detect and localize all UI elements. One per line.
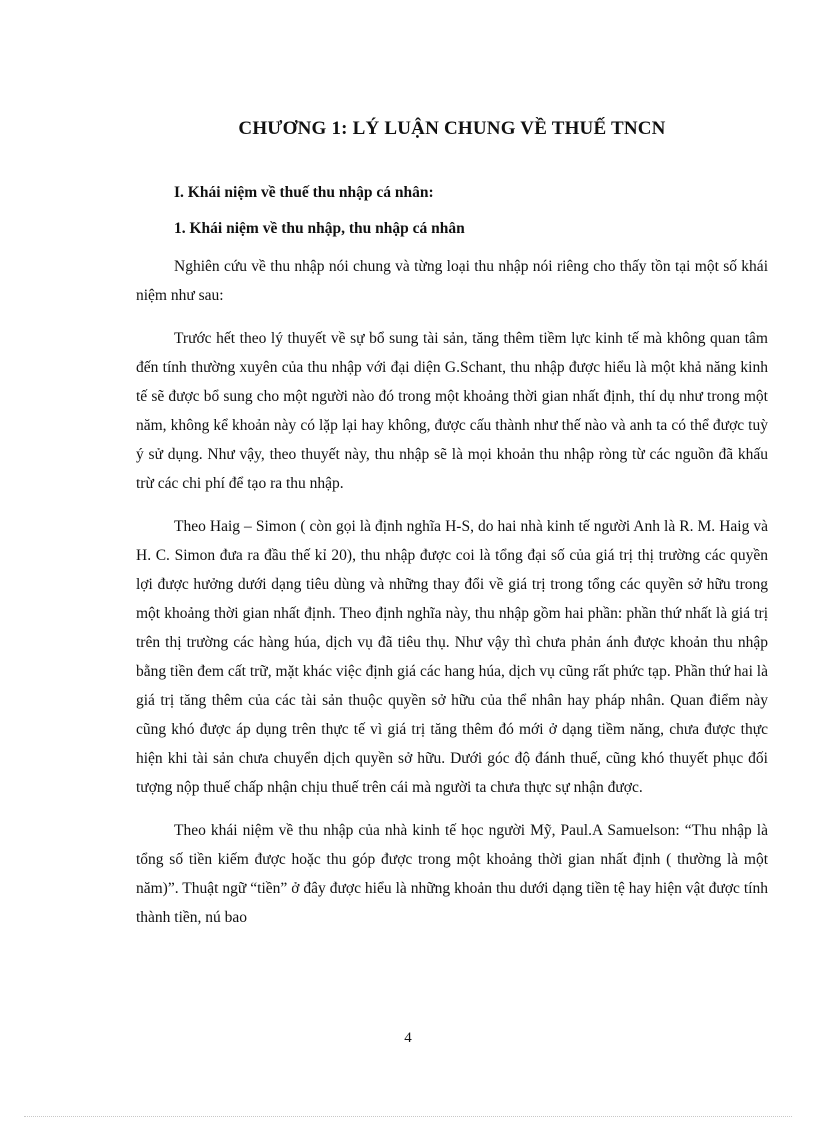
subsection-heading: 1. Khái niệm về thu nhập, thu nhập cá nhân <box>174 220 465 237</box>
chapter-title: CHƯƠNG 1: LÝ LUẬN CHUNG VỀ THUẾ TNCN <box>238 118 666 139</box>
paragraph-samuelson: Theo khái niệm về thu nhập của nhà kinh tế học người Mỹ, Paul.A Samuelson: “Thu nhập là tổng số tiền kiếm được hoặc thu góp được trong một khoảng thời gian nhất định ( thường là một năm)”. Thuật ngữ “tiền” ở đây được hiểu là những khoản thu dưới dạng tiền tệ hay hiện vật được tính thành tiền, nú bao <box>136 822 768 926</box>
paragraph-haig-simon: Theo Haig – Simon ( còn gọi là định nghĩa H-S, do hai nhà kinh tế người Anh là R. M. Haig và H. C. Simon đưa ra đầu thế kỉ 20), thu nhập được coi là tổng đại số của giá trị thị trường các quyền lợi được hưởng dưới dạng tiêu dùng và những thay đổi về giá trị trong tổng các quyền sở hữu trong một khoảng thời gian nhất định. Theo định nghĩa này, thu nhập gồm hai phần: phần thứ nhất là giá trị trên thị trường các hàng húa, dịch vụ đã tiêu thụ. Như vậy thì chưa phản ánh được khoản thu nhập bằng tiền đem cất trữ, mặt khác việc định giá các hang húa, dịch vụ cũng rất phức tạp. Phần thứ hai là giá trị tăng thêm của các tài sản thuộc quyền sở hữu của thể nhân hay pháp nhân. Quan điểm này cũng khó được áp dụng trên thực tế vì giá trị tăng thêm đó mới ở dạng tiềm năng, chưa được thực hiện khi tài sản chưa chuyển dịch quyền sở hữu. Dưới góc độ đánh thuế, cũng khó thuyết phục đối tượng nộp thuế chấp nhận chịu thuế trên cái mà người ta chưa thực sự nhận được. <box>136 518 768 796</box>
document-page <box>136 118 768 932</box>
paragraph-intro: Nghiên cứu về thu nhập nói chung và từng loại thu nhập nói riêng cho thấy tồn tại một số khái niệm như sau: <box>136 258 768 304</box>
paragraph-schant: Trước hết theo lý thuyết về sự bổ sung tài sản, tăng thêm tiềm lực kinh tế mà không quan tâm đến tính thường xuyên của thu nhập với đại diện G.Schant, thu nhập được hiểu là một khả năng kinh tế sẽ được bổ sung cho một người nào đó trong một khoảng thời gian nhất định, thí dụ như trong một năm, không kể khoản này có lặp lại hay không, được cấu thành như thế nào và anh ta có thể được tuỳ ý sử dụng. Như vậy, theo thuyết này, thu nhập sẽ là mọi khoản thu nhập ròng từ các nguồn đã khấu trừ các chi phí để tạo ra thu nhập. <box>136 330 768 492</box>
page-edge-divider <box>24 1116 792 1117</box>
section-heading: I. Khái niệm về thuế thu nhập cá nhân: <box>174 184 434 201</box>
page-number: 4 <box>404 1030 412 1046</box>
